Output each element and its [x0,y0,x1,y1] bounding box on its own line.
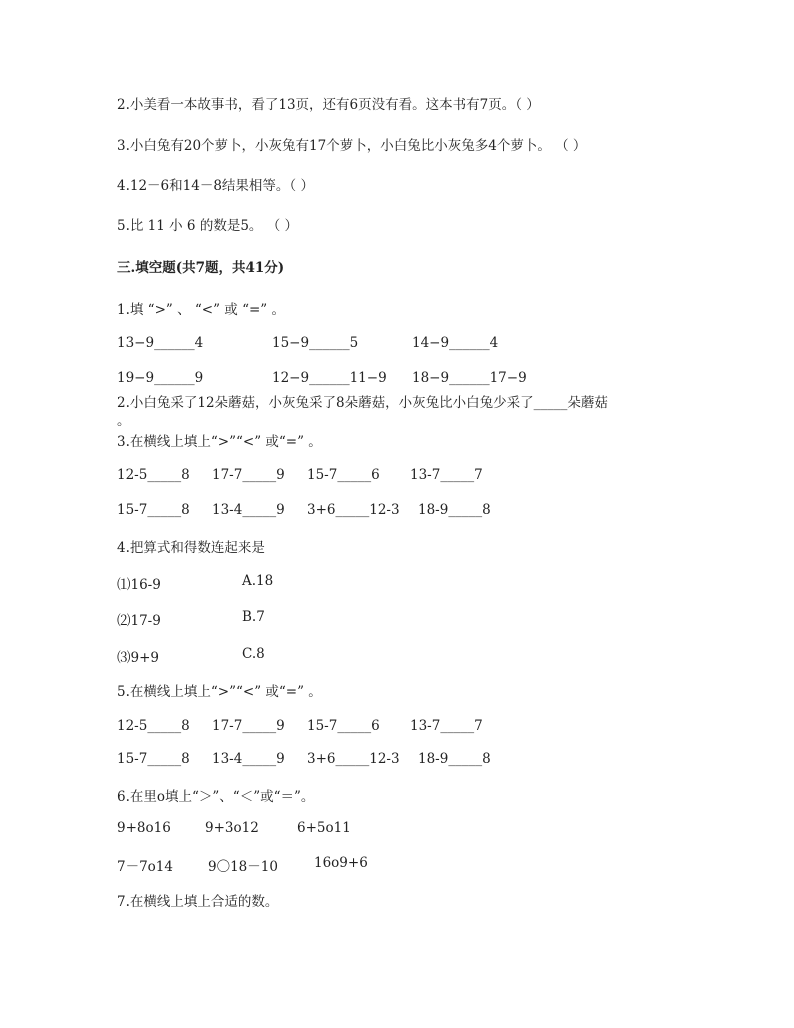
q3-row1-item1: 12-5_____8 [117,467,190,483]
q5-row1-item3: 15-7_____6 [307,718,380,734]
judgement-q2: 2.小美看一本故事书，看了13页，还有6页没有看。这本书有7页。（ ） [117,97,540,113]
q2-line1: 2.小白兔采了12朵蘑菇，小灰兔采了8朵蘑菇，小灰兔比小白兔少采了_____朵蘑菇 [117,395,608,411]
q3-row2-item4: 18-9_____8 [418,502,491,518]
q4-item2-right: B.7 [242,609,265,625]
q4-item2-left: ⑵17-9 [117,613,161,629]
q3-row1-item3: 15-7_____6 [307,467,380,483]
q4-item1-right: A.18 [242,573,274,589]
judgement-q3: 3.小白兔有20个萝卜，小灰兔有17个萝卜，小白兔比小灰兔多4个萝卜。 （ ） [117,138,587,154]
q5-prompt: 5.在横线上填上“>”“<” 或“=” 。 [117,684,322,700]
q5-row2-item3: 3+6_____12-3 [307,751,400,767]
q2-line2: 。 [117,413,131,429]
q4-prompt: 4.把算式和得数连起来是 [117,540,265,556]
q3-row1-item4: 13-7_____7 [410,467,483,483]
judgement-q4: 4.12－6和14－8结果相等。（ ） [117,178,314,194]
judgement-q5: 5.比 11 小 6 的数是5。 （ ） [117,218,298,234]
q6-prompt: 6.在里o填上“＞”、“＜”或“＝”。 [117,789,315,805]
q7-prompt: 7.在横线上填上合适的数。 [117,894,279,910]
q1-prompt: 1.填 “>” 、 “<” 或 “=” 。 [117,302,285,318]
q5-row2-item4: 18-9_____8 [418,751,491,767]
q3-row1-item2: 17-7_____9 [212,467,285,483]
q6-row1-item2: 9+3o12 [205,820,259,836]
q5-row1-item4: 13-7_____7 [410,718,483,734]
q4-item3-right: C.8 [242,646,265,662]
q6-row1-item3: 6+5o11 [297,820,351,836]
q4-item3-left: ⑶9+9 [117,650,159,666]
q3-row2-item1: 15-7_____8 [117,502,190,518]
q6-row2-item3: 16o9+6 [314,855,368,871]
q6-row2-item2: 9〇18－10 [208,859,278,875]
q5-row1-item2: 17-7_____9 [212,718,285,734]
q1-row1-item2: 15−9______5 [272,335,359,351]
q1-row1-item1: 13−9______4 [117,335,204,351]
q1-row2-item2: 12−9______11−9 [272,370,387,386]
q1-row1-item3: 14−9______4 [412,335,499,351]
q1-row2-item1: 19−9______9 [117,370,204,386]
q5-row1-item1: 12-5_____8 [117,718,190,734]
q6-row2-item1: 7－7o14 [117,859,173,875]
q6-row1-item1: 9+8o16 [117,820,171,836]
q1-row2-item3: 18−9______17−9 [412,370,527,386]
section-title: 三.填空题(共7题，共41分) [117,260,285,276]
q5-row2-item1: 15-7_____8 [117,751,190,767]
q3-prompt: 3.在横线上填上“>”“<” 或“=” 。 [117,434,322,450]
q3-row2-item3: 3+6_____12-3 [307,502,400,518]
q4-item1-left: ⑴16-9 [117,577,161,593]
q3-row2-item2: 13-4_____9 [212,502,285,518]
q5-row2-item2: 13-4_____9 [212,751,285,767]
